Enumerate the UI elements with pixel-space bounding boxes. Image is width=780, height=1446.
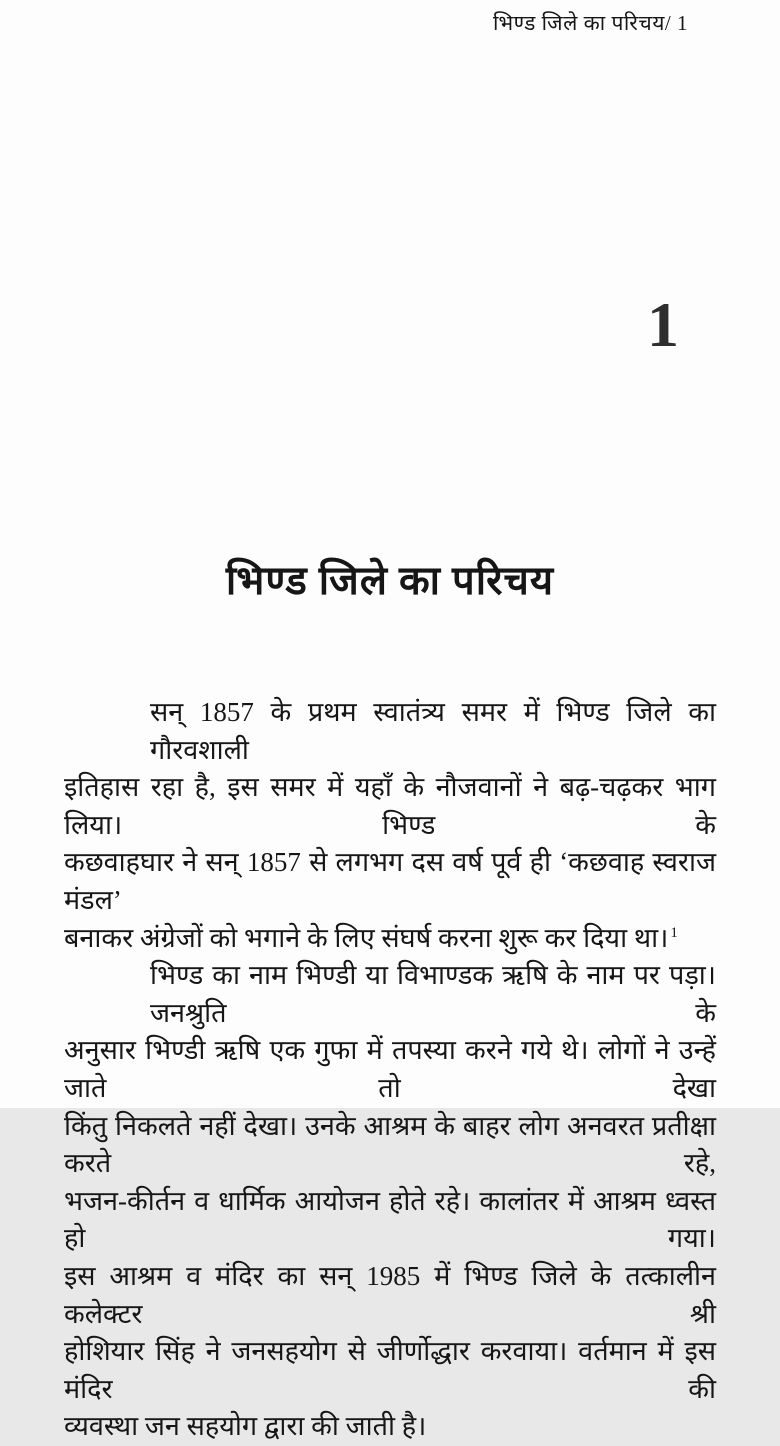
running-header: भिण्ड जिले का परिचय/ 1	[492, 11, 688, 35]
body-line-1: सन् 1857 के प्रथम स्वातंत्र्य समर में भिण्ड जिले का गौरवशाली	[150, 697, 716, 765]
body-line-3: कछवाहघार ने सन् 1857 से लगभग दस वर्ष पूर्व ही ‘कछवाह स्वराज मंडल’	[64, 847, 716, 915]
body-line-10: होशियार सिंह ने जनसहयोग से जीर्णोद्धार करवाया। वर्तमान में इस मंदिर की	[64, 1336, 716, 1404]
body-line-11: व्यवस्था जन सहयोग द्वारा की जाती है।	[64, 1411, 427, 1442]
footnote-marker: 1	[670, 924, 678, 941]
body-line-2: इतिहास रहा है, इस समर में यहाँ के नौजवानों ने बढ़-चढ़कर भाग लिया। भिण्ड के	[64, 772, 716, 840]
chapter-number: 1	[647, 289, 679, 360]
body-line-6: अनुसार भिण्डी ऋषि एक गुफा में तपस्या करने गये थे। लोगों ने उन्हें जाते तो देखा	[64, 1035, 716, 1103]
body-text	[64, 694, 716, 1446]
body-line-7: किंतु निकलते नहीं देखा। उनके आश्रम के बाहर लोग अनवरत प्रतीक्षा करते रहे,	[64, 1110, 717, 1179]
body-line-4-text: बनाकर अंग्रेजों को भगाने के लिए संघर्ष करना शुरू कर दिया था।	[64, 922, 669, 953]
body-line-9: इस आश्रम व मंदिर का सन् 1985 में भिण्ड जिले के तत्कालीन कलेक्टर श्री	[64, 1260, 716, 1329]
body-line-4	[64, 920, 716, 958]
body-line-5: भिण्ड का नाम भिण्डी या विभाण्डक ऋषि के नाम पर पड़ा। जनश्रुति के	[150, 960, 716, 1028]
chapter-title: भिण्ड जिले का परिचय	[225, 558, 555, 603]
body-line-8: भजन-कीर्तन व धार्मिक आयोजन होते रहे। कालांतर में आश्रम ध्वस्त हो गया।	[64, 1185, 716, 1254]
